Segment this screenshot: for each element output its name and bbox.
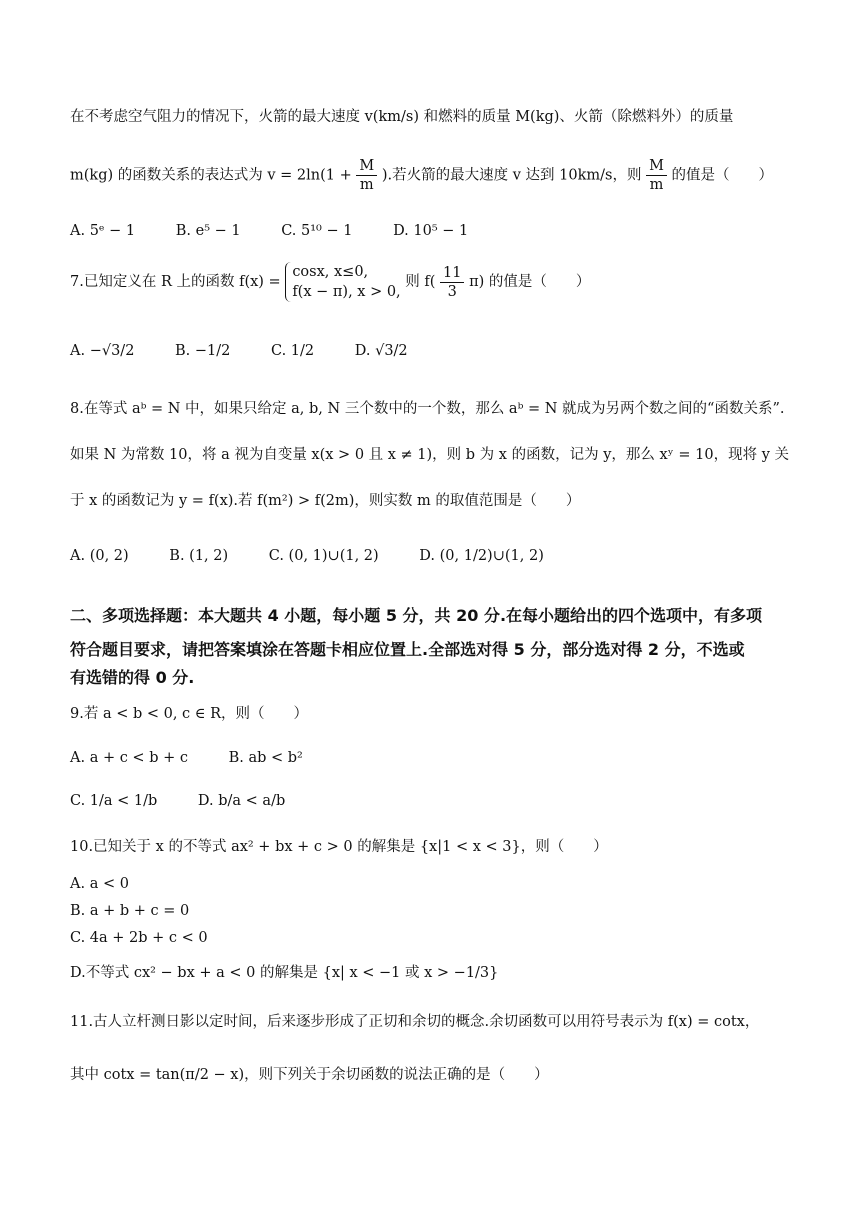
- q10-stem: 10.已知关于 x 的不等式 ax² + bx + c > 0 的解集是 {x|1 < x < 3}，则（ ）: [70, 839, 608, 855]
- q10-option-c[interactable]: C. 4a + 2b + c < 0: [70, 930, 208, 946]
- q10-option-b[interactable]: B. a + b + c = 0: [70, 903, 190, 919]
- q8-line1: 8.在等式 aᵇ = N 中，如果只给定 a, b, N 三个数中的一个数，那么 aᵇ = N 就成为另两个数之间的“函数关系”.: [70, 401, 785, 417]
- q6-ratio-den: m: [649, 177, 664, 193]
- q7-options: [70, 340, 444, 362]
- q10-option-d[interactable]: D.不等式 cx² − bx + a < 0 的解集是 {x| x < −1 或 x > −1/3}: [70, 965, 499, 981]
- q9-options-row1: [70, 747, 339, 769]
- q7-cases: [285, 262, 400, 302]
- q6-fraction-ratio: [646, 157, 667, 194]
- q8-option-d[interactable]: D. (0, 1/2)∪(1, 2): [419, 548, 544, 564]
- q6-line2-b: ).若火箭的最大速度 v 达到 10km/s，则: [381, 167, 642, 184]
- section2-line2: 符合题目要求，请把答案填涂在答题卡相应位置上.全部选对得 5 分，部分选对得 2 分，不选或: [70, 640, 745, 659]
- q6-line2-c: 的值是（ ）: [671, 167, 774, 184]
- q7-option-b[interactable]: B. −1/2: [175, 343, 231, 359]
- q8-options: [70, 545, 580, 567]
- q8-line2: 如果 N 为常数 10，将 a 视为自变量 x(x > 0 且 x ≠ 1)，则 b 为 x 的函数，记为 y，那么 xʸ = 10，现将 y 关: [70, 447, 790, 463]
- q8-option-a[interactable]: A. (0, 2): [70, 548, 129, 564]
- q6-option-a[interactable]: A. 5ᵉ − 1: [70, 223, 136, 239]
- q7-stem-b: 则 f(: [405, 274, 436, 290]
- q7-option-c[interactable]: C. 1/2: [271, 343, 315, 359]
- q7-option-a[interactable]: A. −√3/2: [70, 343, 135, 359]
- q6-option-c[interactable]: C. 5¹⁰ − 1: [281, 223, 353, 239]
- q6-line2-a: m(kg) 的函数关系的表达式为 v = 2ln(1 +: [70, 167, 357, 184]
- q8-option-b[interactable]: B. (1, 2): [169, 548, 229, 564]
- q7-stem: [70, 262, 590, 310]
- q9-option-c[interactable]: C. 1/a < 1/b: [70, 793, 158, 809]
- q7-option-d[interactable]: D. √3/2: [354, 343, 408, 359]
- q6-options: [70, 220, 504, 242]
- q7-fraction: [440, 264, 464, 301]
- q9-options-row2: [70, 790, 321, 812]
- q6-option-b[interactable]: B. e⁵ − 1: [175, 223, 241, 239]
- q7-stem-c: π) 的值是（ ）: [469, 274, 591, 290]
- q6-fraction-m: [356, 157, 377, 194]
- q7-frac-num: 11: [440, 264, 464, 283]
- q7-stem-a: 7.已知定义在 R 上的函数 f(x) =: [70, 274, 281, 290]
- q9-option-a[interactable]: A. a + c < b + c: [70, 750, 188, 766]
- q6-line2: [70, 157, 773, 194]
- q9-stem: 9.若 a < b < 0, c ∈ R，则（ ）: [70, 706, 309, 722]
- section2-line3: 有选错的得 0 分.: [70, 668, 195, 687]
- q6-frac-num: M: [356, 157, 377, 176]
- q10-option-a[interactable]: A. a < 0: [70, 876, 129, 892]
- q11-line1: 11.古人立杆测日影以定时间，后来逐步形成了正切和余切的概念.余切函数可以用符号表示为 f(x) = cotx，: [70, 1014, 760, 1030]
- q6-option-d[interactable]: D. 10⁵ − 1: [393, 223, 469, 239]
- q8-line3: 于 x 的函数记为 y = f(x).若 f(m²) > f(2m)，则实数 m 的取值范围是（ ）: [70, 493, 581, 509]
- q9-option-b[interactable]: B. ab < b²: [228, 750, 303, 766]
- q6-frac-den: m: [359, 177, 374, 193]
- q7-case1: cosx, x≤0,: [292, 264, 369, 280]
- q7-case2: f(x − π), x > 0,: [292, 284, 401, 300]
- q8-option-c[interactable]: C. (0, 1)∪(1, 2): [268, 548, 379, 564]
- q6-ratio-num: M: [646, 157, 667, 176]
- q11-line2: 其中 cotx = tan(π/2 − x)，则下列关于余切函数的说法正确的是（ ）: [70, 1067, 549, 1083]
- q7-frac-den: 3: [447, 283, 457, 300]
- q6-line1: 在不考虑空气阻力的情况下，火箭的最大速度 v(km/s) 和燃料的质量 M(kg)、火箭（除燃料外）的质量: [70, 109, 734, 125]
- q9-option-d[interactable]: D. b/a < a/b: [197, 793, 286, 809]
- section2-line1: 二、多项选择题：本大题共 4 小题，每小题 5 分，共 20 分.在每小题给出的四个选项中，有多项: [70, 606, 763, 625]
